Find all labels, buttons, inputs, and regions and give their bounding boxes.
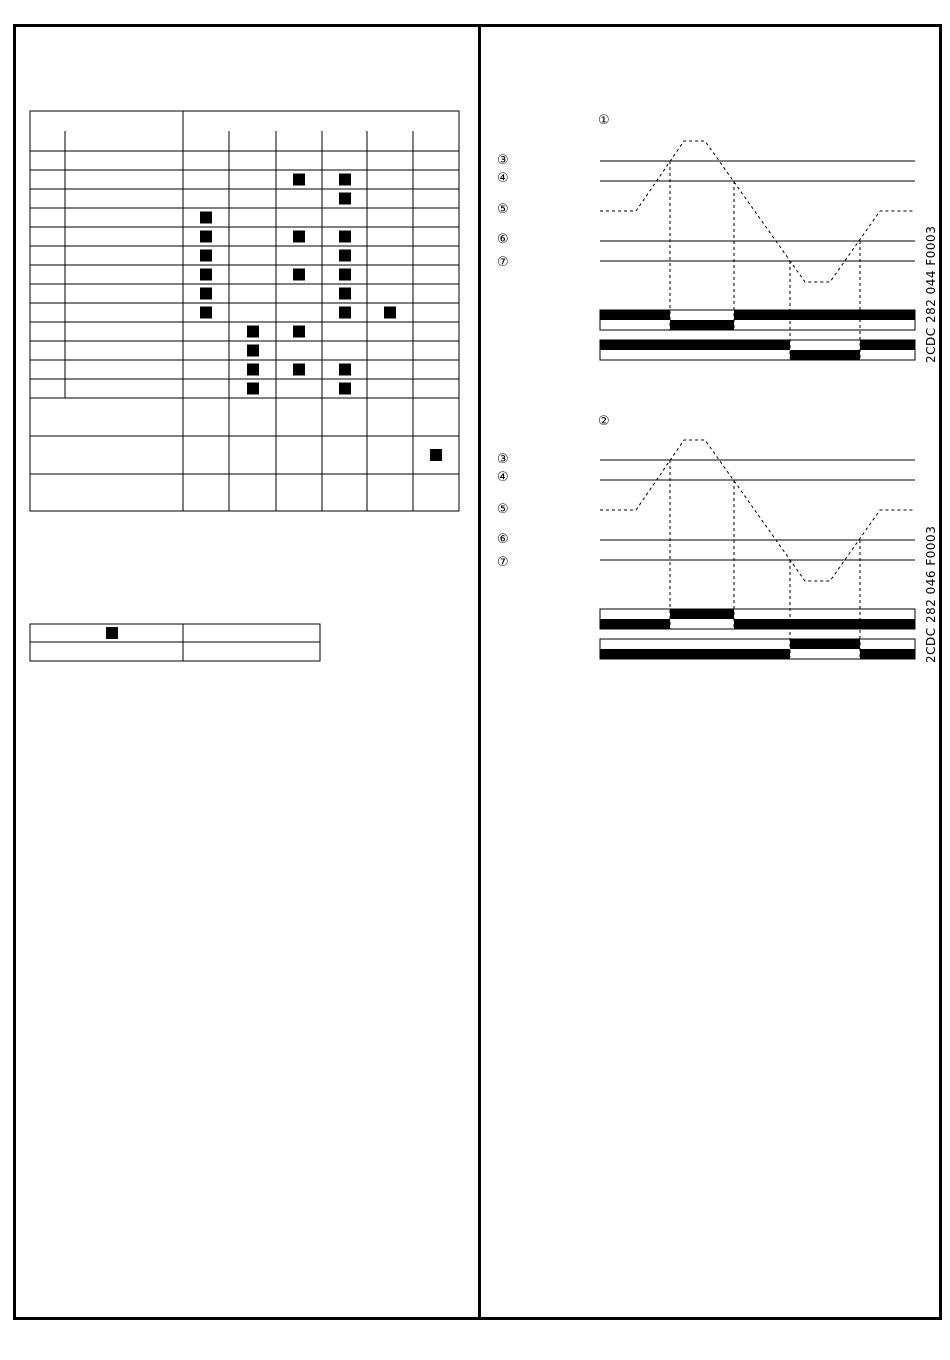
- relay-bar-2-segment: [860, 340, 915, 350]
- level-label-7: ⑦: [497, 255, 509, 270]
- level-label-5: ⑤: [497, 202, 509, 217]
- level-label-7: ⑦: [497, 555, 509, 570]
- relay-bar-1-segment: [734, 310, 915, 320]
- relay-bar-2-segment: [860, 649, 915, 659]
- level-label-5: ⑤: [497, 502, 509, 517]
- level-label-4: ④: [497, 171, 509, 186]
- level-label-4: ④: [497, 470, 509, 485]
- drawing-code: 2CDC 282 044 F0003: [924, 225, 938, 363]
- relay-bar-1-segment: [600, 619, 670, 629]
- relay-bar-1-segment: [670, 609, 734, 619]
- timing-diagram-1: [497, 113, 938, 363]
- relay-bar-2-segment: [790, 639, 860, 649]
- timing-diagram-2: [497, 414, 938, 663]
- level-label-6: ⑥: [497, 532, 509, 547]
- relay-bar-1-segment: [600, 310, 670, 320]
- relay-bar-1-segment: [670, 320, 734, 330]
- diagram-number: ②: [598, 414, 610, 429]
- level-label-3: ③: [497, 153, 509, 168]
- relay-bar-2-segment: [600, 340, 790, 350]
- relay-bar-2-segment: [790, 350, 860, 360]
- diagram-body: [600, 440, 915, 659]
- diagram-body: [600, 141, 915, 360]
- relay-bar-1-segment: [734, 619, 915, 629]
- level-label-3: ③: [497, 452, 509, 467]
- diagram-number: ①: [598, 113, 610, 128]
- level-label-6: ⑥: [497, 232, 509, 247]
- relay-bar-2-segment: [600, 649, 790, 659]
- drawing-code: 2CDC 282 046 F0003: [924, 525, 938, 663]
